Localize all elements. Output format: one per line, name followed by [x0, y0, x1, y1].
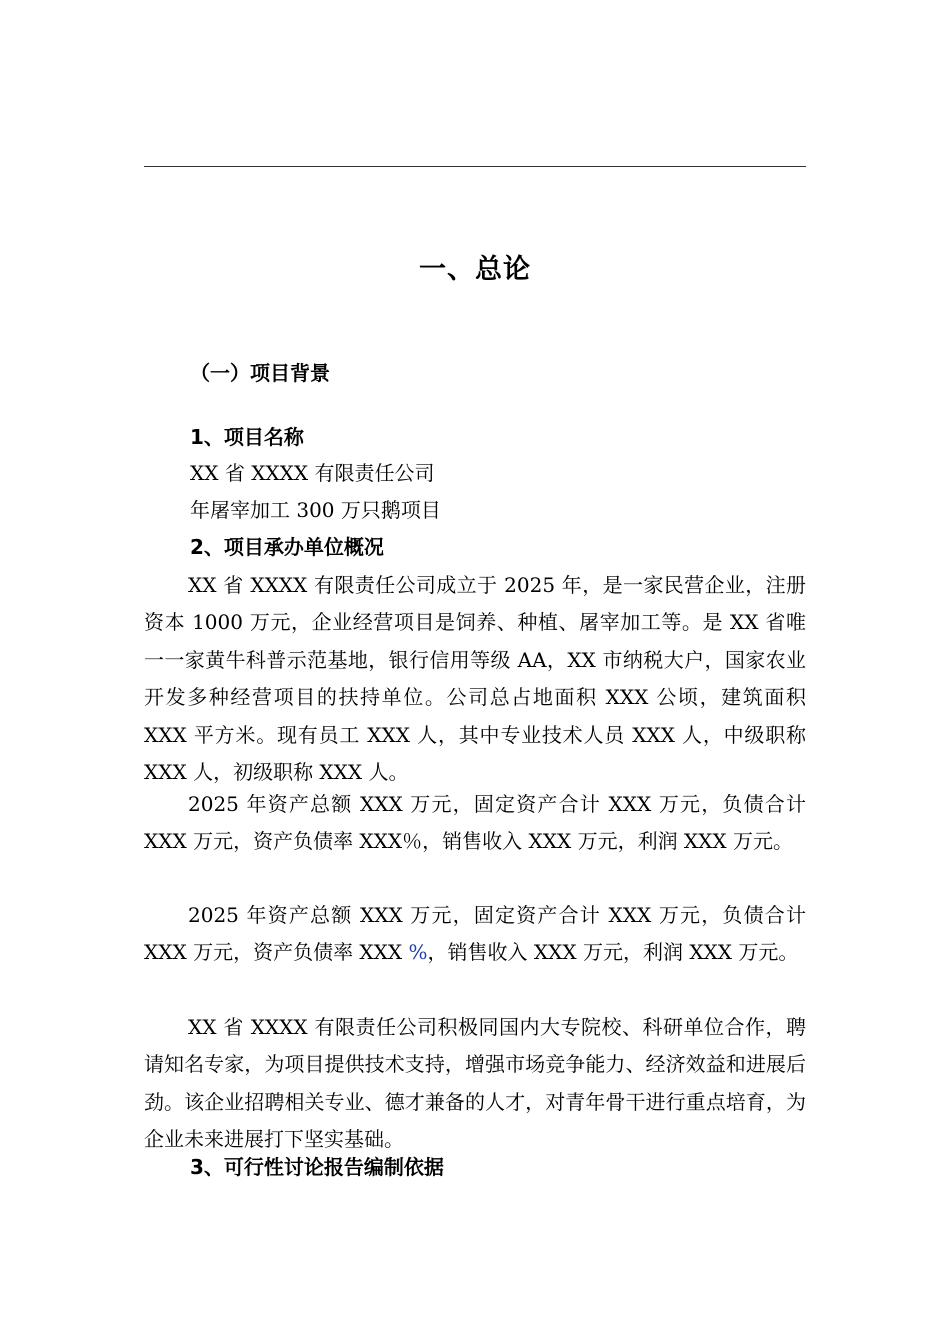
item-heading-project-name: 1、项目名称: [190, 425, 304, 449]
assets-paragraph-2: [144, 897, 806, 972]
section-heading-project-background: （一）项目背景: [190, 361, 330, 385]
assets-paragraph-2-text-a: 2025 年资产总额 XXX 万元，固定资产合计 XXX 万元，负债合计 XXX 万元，资产负债率 XXX: [144, 903, 806, 965]
item-heading-basis: 3、可行性讨论报告编制依据: [190, 1155, 444, 1179]
project-name-line-2: 年屠宰加工 300 万只鹅项目: [190, 498, 441, 522]
cooperation-paragraph: XX 省 XXXX 有限责任公司积极同国内大专院校、科研单位合作，聘请知名专家，为项目提供技术支持，增强市场竞争能力、经济效益和进展后劲。该企业招聘相关专业、德才兼备的人才，对青年骨干进行重点培育，为企业未来进展打下坚实基础。: [144, 1015, 806, 1152]
assets-paragraph-1: 2025 年资产总额 XXX 万元，固定资产合计 XXX 万元，负债合计 XXX 万元，资产负债率 XXX％，销售收入 XXX 万元，利润 XXX 万元。: [144, 792, 806, 854]
item-heading-company-overview: 2、项目承办单位概况: [190, 535, 384, 559]
company-overview-paragraph: XX 省 XXXX 有限责任公司成立于 2025 年，是一家民营企业，注册资本 1000 万元，企业经营项目是饲养、种植、屠宰加工等。是 XX 省唯一一家黄牛科普示范基地，银行信用等级 AA，XX 市纳税大户，国家农业开发多种经营项目的扶持单位。公司总占地面积 XXX 公顷，建筑面积 XXX 平方米。现有员工 XXX 人，其中专业技术人员 XXX 人，中级职称 XXX 人，初级职称 XXX 人。: [144, 573, 806, 785]
header-rule: [144, 166, 806, 167]
chapter-title: 一、总论: [419, 254, 531, 285]
project-name-line-1: XX 省 XXXX 有限责任公司: [190, 461, 435, 485]
percent-link[interactable]: %: [408, 940, 428, 965]
assets-paragraph-2-text-b: ，销售收入 XXX 万元，利润 XXX 万元。: [427, 940, 799, 965]
